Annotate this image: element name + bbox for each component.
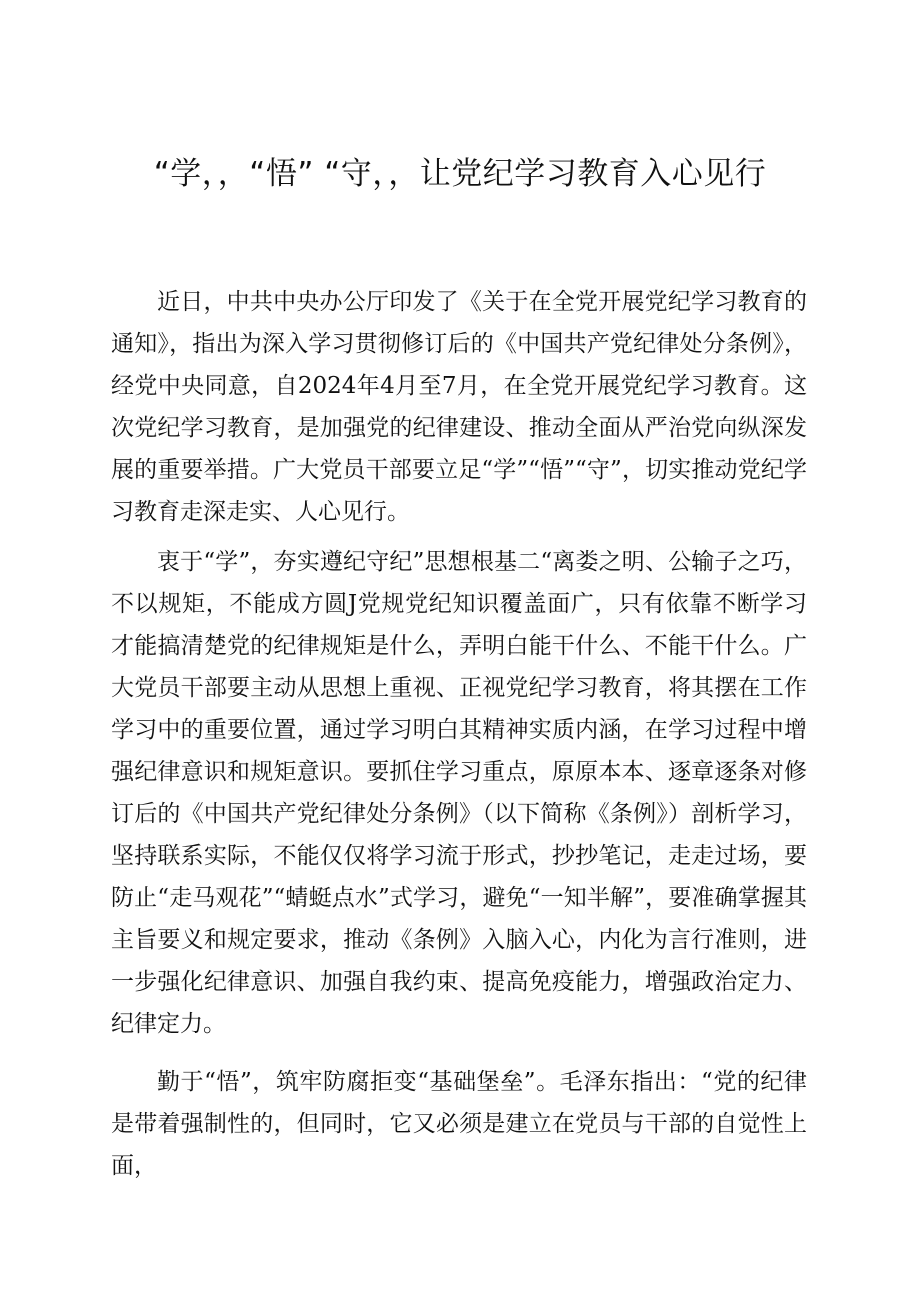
paragraph-understand: 勤于“悟”，筑牢防腐拒变“基础堡垒”。毛泽东指出：“党的纪律是带着强制性的，但同时，它又必须是建立在党员与干部的自觉性上面， bbox=[111, 1069, 807, 1179]
paragraph-intro: 近日，中共中央办公厅印发了《关于在全党开展党纪学习教育的通知》，指出为深入学习贯彻修订后的《中国共产党纪律处分条例》，经党中央同意，自2024年4月至7月，在全党开展党纪学习教育。这次党纪学习教育，是加强党的纪律建设、推动全面从严治党向纵深发展的重要举措。广大党员干部要立足“学”“悟”“守”，切实推动党纪学习教育走深走实、人心见行。 bbox=[111, 289, 807, 525]
paragraph-study: 衷于“学”，夯实遵纪守纪”思想根基二“离娄之明、公输子之巧，不以规矩，不能成方圆J党规党纪知识覆盖面广，只有依靠不断学习才能搞清楚党的纪律规矩是什么，弄明白能干什么、不能干什么。广大党员干部要主动从思想上重视、正视党纪学习教育，将其摆在工作学习中的重要位置，通过学习明白其精神实质内涵，在学习过程中增强纪律意识和规矩意识。要抓住学习重点，原原本本、逐章逐条对修订后的《中国共产党纪律处分条例》（以下简称《条例》）剖析学习，坚持联系实际，不能仅仅将学习流于形式，抄抄笔记，走走过场，要防止“走马观花”“蜻蜓点水”式学习，避免“一知半解”，要准确掌握其主旨要义和规定要求，推动《条例》入脑入心，内化为言行准则，进一步强化纪律意识、加强自我约束、提高免疫能力，增强政治定力、纪律定力。 bbox=[111, 549, 807, 1037]
document-title: “学，，“悟” “守，，让党纪学习教育入心见行 bbox=[153, 156, 767, 192]
